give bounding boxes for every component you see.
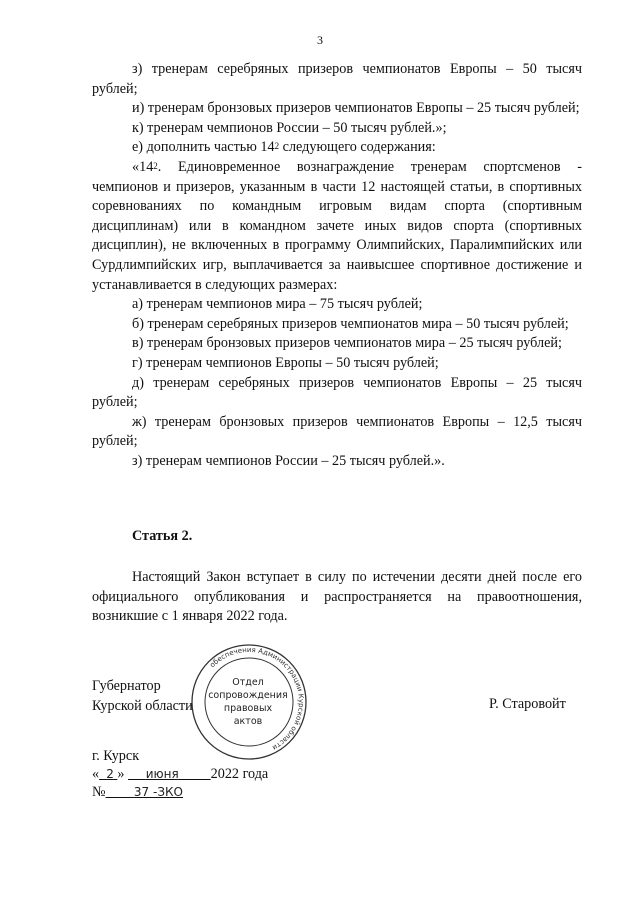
place: г. Курск [92, 748, 140, 764]
paragraph-zh: ж) тренерам бронзовых призеров чемпионатов Европы – 12,5 тысяч рублей; [92, 413, 582, 450]
stamp-label [206, 676, 290, 728]
amendment-text [92, 60, 582, 471]
page-number: 3 [317, 33, 323, 47]
paragraph-a: а) тренерам чемпионов мира – 75 тысяч рублей; [132, 296, 423, 313]
paragraph-i: и) тренерам бронзовых призеров чемпионатов Европы – 25 тысяч рублей; [132, 100, 580, 117]
position-line-2: Курской области [92, 697, 193, 714]
paragraph-d: д) тренерам серебряных призеров чемпионатов Европы – 25 тысяч рублей; [92, 374, 582, 411]
date-line [92, 766, 268, 783]
paragraph-14-2: «$14^2$. Единовременное вознаграждение тренерам спортсменов - чемпионов и призеров, указанным в части 12 настоящей статьи, в спортивных соревнованиях по командным игровым видам спорта (спортивным дисциплинам) или в командном зачете иных видов спорта (спортивных дисциплин), не включенных в программу Олимпийских, Паралимпийских или Сурдлимпийских игр, выплачивается за наивысшее спортивное достижение и устанавливается в следующих размерах: [92, 158, 582, 293]
paragraph-b: б) тренерам серебряных призеров чемпионатов мира – 50 тысяч рублей; [132, 315, 569, 332]
stamp-line-3: правовых [223, 703, 273, 714]
law-text: Настоящий Закон вступает в силу по истечении десяти дней после его официального опубликования и распространяется на правоотношения, возникшие с 1 января 2022 года. [92, 569, 582, 625]
number-sign: № [92, 784, 106, 800]
stamp-line-1: Отдел [232, 677, 264, 688]
paragraph-g: г) тренерам чемпионов Европы – 50 тысяч рублей; [132, 354, 439, 371]
signatory-name: Р. Старовойт [489, 696, 566, 712]
stamp-ring-text: обеспечения Администрации Курской области [208, 645, 306, 752]
date-month: июня [145, 767, 179, 781]
paragraph-e: е) дополнить частью $14^2$ следующего содержания: [132, 139, 436, 156]
law-number: 37 -ЗКО [133, 785, 183, 799]
date-day: 2 [106, 767, 114, 781]
position-line-1: Губернатор [92, 678, 161, 694]
paragraph-z: з) тренерам серебряных призеров чемпионатов Европы – 50 тысяч рублей; [92, 61, 582, 97]
date-close-quote: » [117, 766, 125, 782]
paragraph-z2: з) тренерам чемпионов России – 25 тысяч рублей.». [132, 452, 445, 469]
date-open-quote: « [92, 766, 100, 782]
stamp-line-2: сопровождения [208, 690, 288, 701]
paragraph-k: к) тренерам чемпионов России – 50 тысяч рублей.»; [132, 119, 447, 136]
date-year: 2022 года [210, 766, 269, 782]
paragraph-v: в) тренерам бронзовых призеров чемпионатов мира – 25 тысяч рублей; [132, 335, 562, 352]
article-heading: Статья 2. [132, 528, 193, 544]
signatory-position [92, 677, 193, 716]
number-line [92, 784, 183, 801]
stamp-line-4: актов [233, 716, 263, 727]
